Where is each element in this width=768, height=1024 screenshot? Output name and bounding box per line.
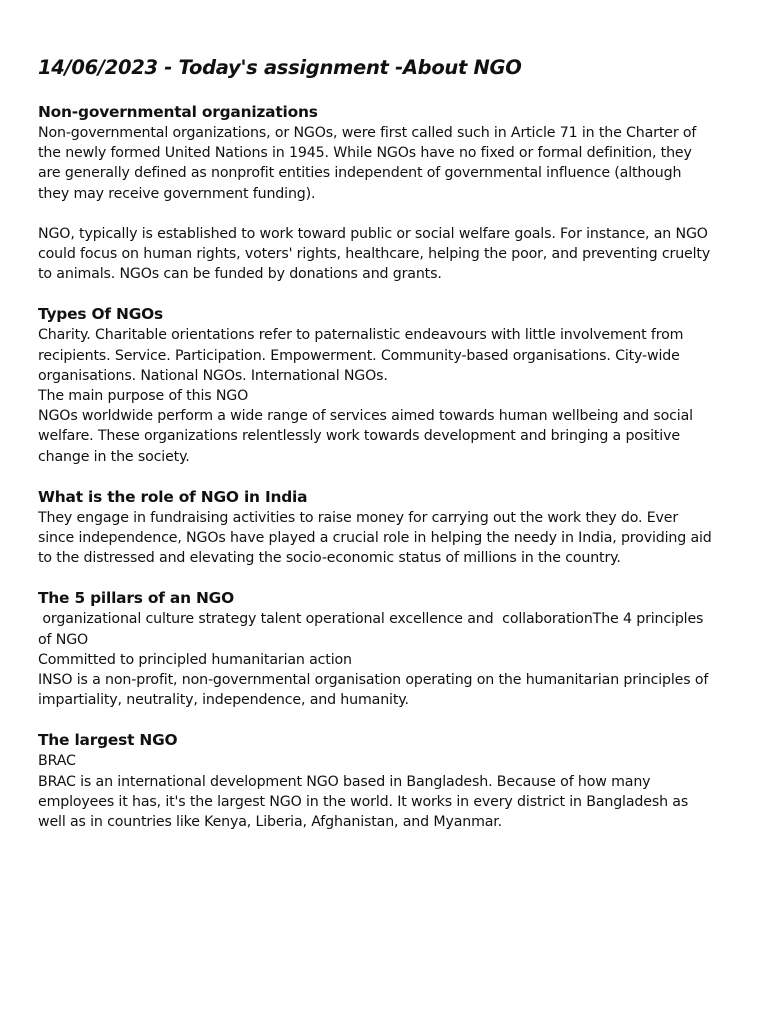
- document-page: [38, 54, 717, 852]
- paragraph: Non-governmental organizations, or NGOs, were first called such in Article 71 in the Charter of the newly formed United Nations in 1945. While NGOs have no fixed or formal definition, they are generally defined as nonprofit entities independent of governmental influence (although they may receive government funding).: [38, 125, 701, 202]
- paragraph: BRAC: [38, 753, 76, 770]
- section-ngo-definition: [38, 102, 714, 284]
- paragraph: BRAC is an international development NGO based in Bangladesh. Because of how many employees it has, it's the largest NGO in the world. It works in every district in Bangladesh as well as in countries like Kenya, Liberia, Afghanistan, and Myanmar.: [38, 773, 693, 831]
- section-five-pillars: [38, 588, 714, 710]
- section-role-in-india: [38, 487, 717, 569]
- paragraph: organizational culture strategy talent operational excellence and collaborationThe 4 principles of NGO: [38, 611, 708, 648]
- paragraph: INSO is a non-profit, non-governmental organisation operating on the humanitarian principles of impartiality, neutrality, independence, and humanity.: [38, 672, 713, 709]
- paragraph: NGOs worldwide perform a wide range of services aimed towards human wellbeing and social welfare. These organizations relentlessly work towards development and bringing a positive change in the society.: [38, 408, 698, 465]
- section-types-of-ngos: [38, 304, 714, 466]
- paragraph-spacer: [38, 204, 714, 224]
- section-heading: The 5 pillars of an NGO: [38, 589, 234, 608]
- paragraph: The main purpose of this NGO: [38, 388, 249, 405]
- section-heading: Non-governmental organizations: [38, 103, 318, 121]
- section-largest-ngo: [38, 730, 714, 832]
- document-title: 14/06/2023 - Today's assignment -About NGO: [38, 56, 522, 79]
- paragraph: NGO, typically is established to work toward public or social welfare goals. For instance, an NGO could focus on human rights, voters' rights, healthcare, helping the poor, and preventing cruelty to animals. NGOs can be funded by donations and grants.: [38, 225, 715, 283]
- paragraph: They engage in fundraising activities to raise money for carrying out the work they do. Ever since independence, NGOs have played a crucial role in helping the needy in India, providing aid to the distressed and elevating the socio-economic status of millions in the country.: [38, 509, 717, 567]
- section-heading: What is the role of NGO in India: [38, 487, 308, 506]
- section-heading: The largest NGO: [38, 731, 178, 750]
- section-heading: Types Of NGOs: [38, 305, 163, 324]
- paragraph: Charity. Charitable orientations refer to paternalistic endeavours with little involvement from recipients. Service. Participation. Empowerment. Community-based organisations. City-wide organisations. National NGOs. International NGOs.: [38, 327, 688, 384]
- paragraph: Committed to principled humanitarian action: [38, 651, 352, 668]
